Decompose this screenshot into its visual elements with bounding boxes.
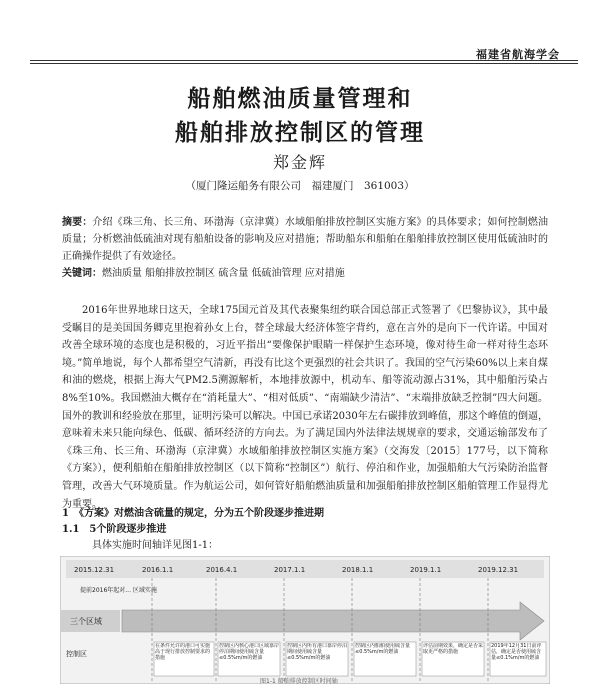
stage-text: 控制区内船舶使用硫含量≤0.5%m/m的燃油 [355, 643, 411, 655]
title-line-1: 船舶燃油质量管理和 [187, 86, 413, 112]
stage-text: 在条件允许的港口可实施高于现行排放控制要求的措施 [155, 643, 211, 661]
header-rule-thin [30, 63, 578, 64]
header-rule [30, 60, 578, 61]
body-paragraph: 2016年世界地球日这天，全球175国元首及其代表聚集纽约联合国总部正式签署了《巴黎协议》，其中最受瞩目的是美国国务卿克里抱着孙女上台，替全球最大经济体签字背约，意在言外的是向下一代许诺。中国对改善全球环境的态度也是积极的，习近平指出“要像保护眼睛一样保护生态环境，像对待生命一样对待生态环境。”简单地说，每个人都希望空气清新，再没有比这个更强烈的社会共识了。我国的空气污染60%以上来自煤和油的燃烧，根据上海大气PM2.5溯源解析，本地排放源中，机动车、船等流动源占31%，其中船舶污染占8%至10%。我国燃油大概存在“消耗量大”、“相对低质”、“南端缺少清洁”、“末端排放缺乏控制”四大问题。国外的教训和经验放在那里，证明污染可以解决。中国已承诺2030年左右碳排放到峰值，那这个峰值的倒逼，意味着未来只能向绿色、低碳、循环经济的方向去。为了满足国内外法律法规规章的要求，交通运输部发布了《珠三角、长三角、环渤海（京津冀）水域船舶排放控制区实施方案》（交海发〔2015〕177号，以下简称《方案》），便利船舶在船舶排放控制区（以下简称“控制区”）航行、停泊和作业，加强船舶大气污染防治监督管理，改善大气环境质量。作为航运公司，如何管好船舶燃油质量和加强船舶排放控制区船舶管理工作显得尤为重要。 [62, 305, 548, 510]
abstract [62, 214, 548, 265]
author: 郑金辉 [272, 153, 327, 172]
section-1-heading: 1 《方案》对燃油含硫量的规定，分为五个阶段逐步推进期 [62, 508, 324, 519]
figure-note: 提前2016年起对... 区域实施 [80, 587, 157, 594]
journal-name: 福建省航海学会 [476, 48, 560, 61]
title-line-2: 船舶排放控制区的管理 [175, 120, 425, 146]
keywords-label: 关键词： [62, 268, 102, 279]
section-1-1-heading: 1.1 5个阶段逐步推进 [62, 524, 167, 535]
date-label: 2019.1.1 [410, 566, 442, 574]
figure-caption: 图1-1 船舶排放控制区时间轴 [260, 678, 338, 684]
abstract-label: 摘要： [62, 217, 93, 228]
date-label: 2017.1.1 [274, 566, 306, 574]
affiliation: （厦门隆运船务有限公司 福建厦门 361003） [185, 180, 415, 192]
row-label: 三个区域 [70, 617, 102, 626]
abstract-text: 介绍《珠三角、长三角、环渤海（京津冀）水域船舶排放控制区实施方案》的具体要求；如何控制燃油质量；分析燃油低硫油对现有船舶设备的影响及应对措施；帮助船东和船舶在船舶排放控制区使用低硫油时的正确操作提供了有效途径。 [62, 217, 549, 262]
keywords-text: 燃油质量 船舶排放控制区 硫含量 低硫油管理 应对措施 [102, 268, 345, 279]
timeline-figure [60, 556, 550, 684]
date-label: 2018.1.1 [342, 566, 374, 574]
date-label: 2016.4.1 [206, 566, 238, 574]
date-label: 2016.1.1 [142, 566, 174, 574]
keywords [62, 266, 548, 282]
stage-text: 控制区内核心港口区域靠岸停泊期间使用硫含量≤0.5%m/m的燃油 [219, 643, 279, 661]
stage-text: 2019年12月31日前评估，确定是否使用硫含量≤0.1%m/m的燃油 [491, 643, 542, 661]
lower-row-label: 控制区 [66, 650, 87, 658]
stage-text: 评估前期效果，确定是否采取更严格的措施 [423, 643, 483, 655]
date-label: 2019.12.31 [478, 566, 519, 574]
stage-text: 控制区内所有港口靠岸停泊期间使用硫含量≤0.5%m/m的燃油 [287, 643, 347, 661]
section-1-1-text: 具体实施时间轴详见图1-1： [92, 540, 219, 551]
date-label: 2015.12.31 [74, 566, 115, 574]
